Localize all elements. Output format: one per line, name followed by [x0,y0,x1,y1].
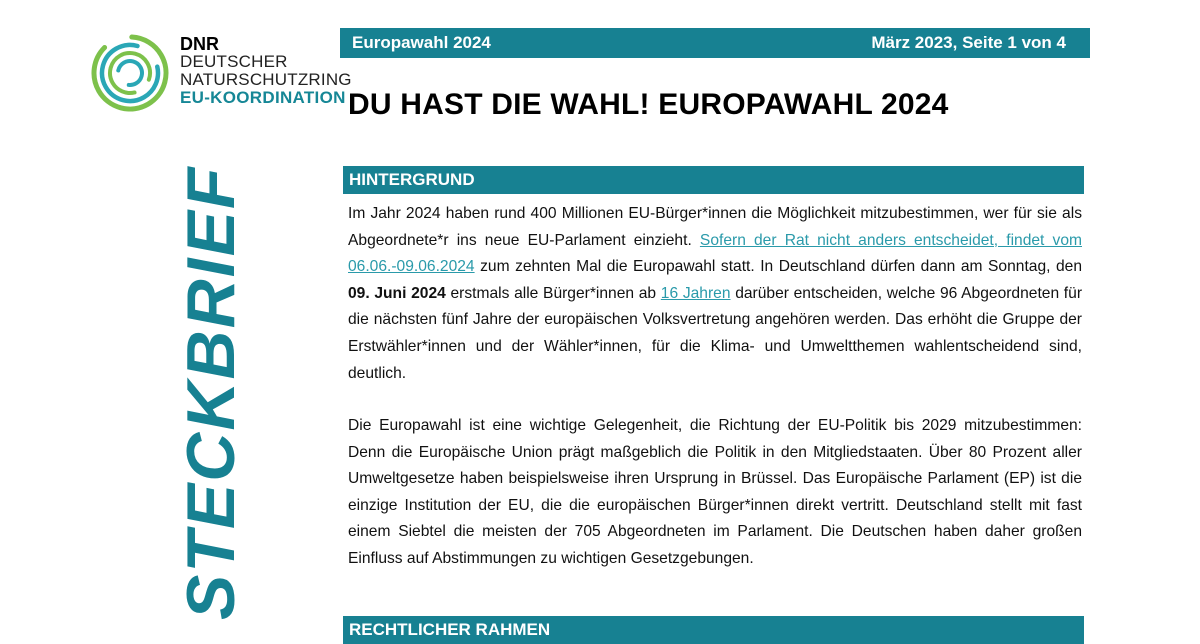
header-bar [340,28,1090,58]
org-line-2: NATURSCHUTZRING [180,70,352,89]
section-heading-rahmen: RECHTLICHER RAHMEN [343,616,1084,644]
paragraph-1-text-c: erstmals alle Bürger*innen ab [445,284,661,302]
paragraph-2: Die Europawahl ist eine wichtige Gelegenheit, die Richtung der EU-Politik bis 2029 mitzubestimmen: Denn die Europäische Union prägt maßgeblich die Politik in den Mitgliedstaaten. Über 80 Prozent aller Umweltgesetze haben beispielsweise ihren Ursprung in Brüssel. Das Europäische Parlament (EP) ist die einzige Institution der EU, die die europäischen Bürger*innen direkt vertritt. Deutschland stellt mit fast einem Siebtel die meisten der 705 Abgeordneten im Parlament. Die Deutschen haben daher großen Einfluss auf Abstimmungen zu wichtigen Gesetzgebungen. [348,417,1082,567]
document-title: DU HAST DIE WAHL! EUROPAWAHL 2024 [348,88,949,121]
dnr-logo-icon [90,33,170,113]
paragraph-1-text-a: Im Jahr 2024 haben rund 400 Millionen EU-Bürger*innen die Möglichkeit mitzubestimmen, wer für sie als Abgeordnete*r ins neue EU-Parlament einzieht. [348,205,1082,249]
organization-name [180,35,352,107]
org-abbreviation: DNR [180,34,219,54]
header-date-page: März 2023, Seite 1 von 4 [871,33,1066,52]
org-line-3: EU-KOORDINATION [180,88,346,107]
paragraph-1-text-d: darüber entscheiden, welche 96 Abgeordneten für die nächsten fünf Jahre der europäischen Volksvertretung angehören werden. Das erhöht die Gruppe der Erstwähler*innen und der Wähler*innen, für die Klima- und Umweltthemen wahlentscheidend sind, deutlich. [348,284,1083,382]
paragraph-1 [348,201,1082,387]
side-label: STECKBRIEF [173,165,249,620]
voting-age-link[interactable]: 16 Jahren [660,284,731,302]
header-topic: Europawahl 2024 [352,33,491,52]
election-date-bold: 09. Juni 2024 [348,284,446,302]
paragraph-1-text-b: zum zehnten Mal die Europawahl statt. In Deutschland dürfen dann am Sonntag, den [474,258,1082,276]
election-date-link[interactable]: Sofern der Rat nicht anders entscheidet, findet vom 06.06.-09.06.2024 [348,231,1082,276]
section-heading-hintergrund: HINTERGRUND [343,166,1084,194]
org-line-1: DEUTSCHER [180,52,288,71]
